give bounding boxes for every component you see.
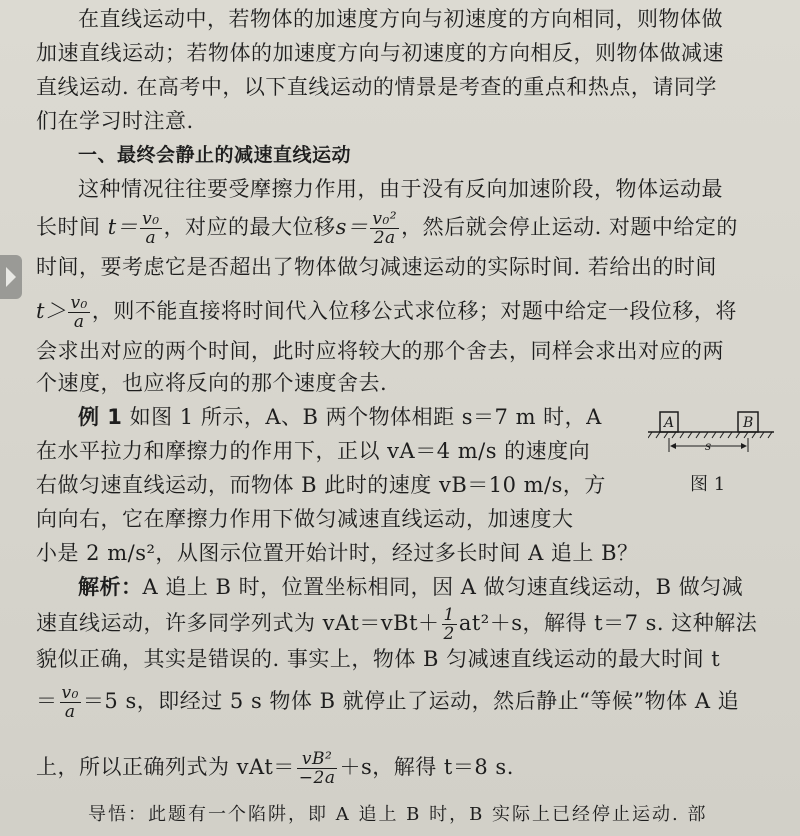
solution-line-1 bbox=[78, 572, 743, 602]
figure-caption: 图 1 bbox=[690, 474, 726, 495]
s1-line-6: 个速度，也应将反向的那个速度舍去. bbox=[36, 371, 388, 395]
example-line-2: 在水平拉力和摩擦力的作用下，正以 vA＝4 m/s 的速度向 bbox=[36, 439, 591, 463]
intro-line-1: 在直线运动中，若物体的加速度方向与初速度的方向相同，则物体做 bbox=[78, 7, 723, 31]
dim-arrow-left-icon bbox=[670, 443, 676, 449]
s1-line-4 bbox=[36, 294, 737, 331]
frac-num: vB² bbox=[297, 750, 338, 769]
frac-num: v₀ bbox=[61, 683, 79, 703]
solution-text-5b: ＋s，解得 t＝8 s. bbox=[339, 755, 514, 779]
block-b-label: B bbox=[743, 415, 754, 431]
frac-den: 2a bbox=[373, 228, 396, 248]
s1-line-1: 这种情况往往要受摩擦力作用，由于没有反向加速阶段，物体运动最 bbox=[78, 177, 723, 201]
example-line-1 bbox=[78, 402, 602, 432]
solution-text-2a: 速直线运动，许多同学列式为 vAt＝vBt＋ bbox=[36, 611, 440, 635]
example-line-4: 向向右，它在摩擦力作用下做匀减速直线运动，加速度大 bbox=[36, 507, 574, 531]
t-greater: t＞ bbox=[36, 299, 67, 323]
solution-line-5 bbox=[36, 750, 514, 787]
frac-den: a bbox=[73, 312, 85, 332]
frac-den: a bbox=[64, 702, 76, 722]
fraction-vBsq-over-neg2a bbox=[297, 750, 338, 787]
s1-line-2 bbox=[36, 210, 738, 247]
solution-text-2b: at²＋s，解得 t＝7 s. 这种解法 bbox=[458, 611, 758, 635]
frac-num: 1 bbox=[443, 605, 455, 625]
dim-label: s bbox=[705, 439, 712, 453]
frac-den: −2a bbox=[298, 768, 336, 788]
example-label: 例 1 bbox=[78, 405, 123, 429]
figure-svg bbox=[648, 408, 776, 468]
fraction-half bbox=[442, 606, 457, 643]
solution-line-3: 貌似正确，其实是错误的. 事实上，物体 B 匀减速直线运动的最大时间 t bbox=[36, 647, 721, 671]
frac-num: v₀² bbox=[372, 209, 398, 229]
intro-line-3: 直线运动. 在高考中，以下直线运动的情景是考查的重点和热点，请同学 bbox=[36, 75, 717, 99]
fraction-v0-over-a-2 bbox=[68, 294, 89, 331]
solution-label: 解析： bbox=[78, 575, 143, 599]
fraction-v0sq-over-2a bbox=[370, 210, 399, 247]
frac-num: v₀ bbox=[70, 293, 88, 313]
ground-hatch bbox=[648, 432, 772, 438]
page-tab-arrow-icon[interactable] bbox=[0, 255, 22, 299]
s1-line-2b: ，对应的最大位移 bbox=[163, 215, 336, 239]
frac-num: v₀ bbox=[142, 209, 160, 229]
solution-text-4b: ＝5 s，即经过 5 s 物体 B 就停止了运动，然后静止“等候”物体 A 追 bbox=[82, 689, 740, 713]
frac-den: 2 bbox=[443, 624, 455, 644]
frac-den: a bbox=[145, 228, 157, 248]
block-a-label: A bbox=[664, 415, 675, 431]
section-heading: 一、最终会静止的减速直线运动 bbox=[78, 144, 352, 166]
s-equals: s＝ bbox=[335, 215, 369, 239]
note-line: 导悟：此题有一个陷阱，即 A 追上 B 时，B 实际上已经停止运动. 部 bbox=[88, 804, 708, 825]
example-line-3: 右做匀速直线运动，而物体 B 此时的速度 vB＝10 m/s，方 bbox=[36, 473, 606, 497]
solution-text-5a: 上，所以正确列式为 vAt＝ bbox=[36, 755, 295, 779]
equals-sign: ＝ bbox=[36, 689, 58, 713]
dim-arrow-right-icon bbox=[741, 443, 747, 449]
s1-line-2a: 长时间 bbox=[36, 215, 101, 239]
s1-line-2c: ，然后就会停止运动. 对题中给定的 bbox=[401, 215, 738, 239]
example-text-1: 如图 1 所示，A、B 两个物体相距 s＝7 m 时，A bbox=[129, 405, 602, 429]
fraction-v0-over-a bbox=[140, 210, 161, 247]
t-equals: t＝ bbox=[107, 215, 139, 239]
example-line-5: 小是 2 m/s²，从图示位置开始计时，经过多长时间 A 追上 B？ bbox=[36, 541, 639, 565]
s1-line-3: 时间，要考虑它是否超出了物体做匀减速运动的实际时间. 若给出的时间 bbox=[36, 255, 717, 279]
intro-line-2: 加速直线运动；若物体的加速度方向与初速度的方向相反，则物体做减速 bbox=[36, 41, 724, 65]
solution-line-2 bbox=[36, 606, 757, 643]
s1-line-4-text: ，则不能直接将时间代入位移公式求位移；对题中给定一段位移，将 bbox=[91, 299, 737, 323]
solution-line-4 bbox=[36, 684, 739, 721]
solution-text-1: A 追上 B 时，位置坐标相同，因 A 做匀速直线运动，B 做匀减 bbox=[142, 575, 744, 599]
fraction-v0-over-a-3 bbox=[60, 684, 81, 721]
intro-line-4: 们在学习时注意. bbox=[36, 109, 194, 133]
s1-line-5: 会求出对应的两个时间，此时应将较大的那个舍去，同样会求出对应的两 bbox=[36, 339, 724, 363]
